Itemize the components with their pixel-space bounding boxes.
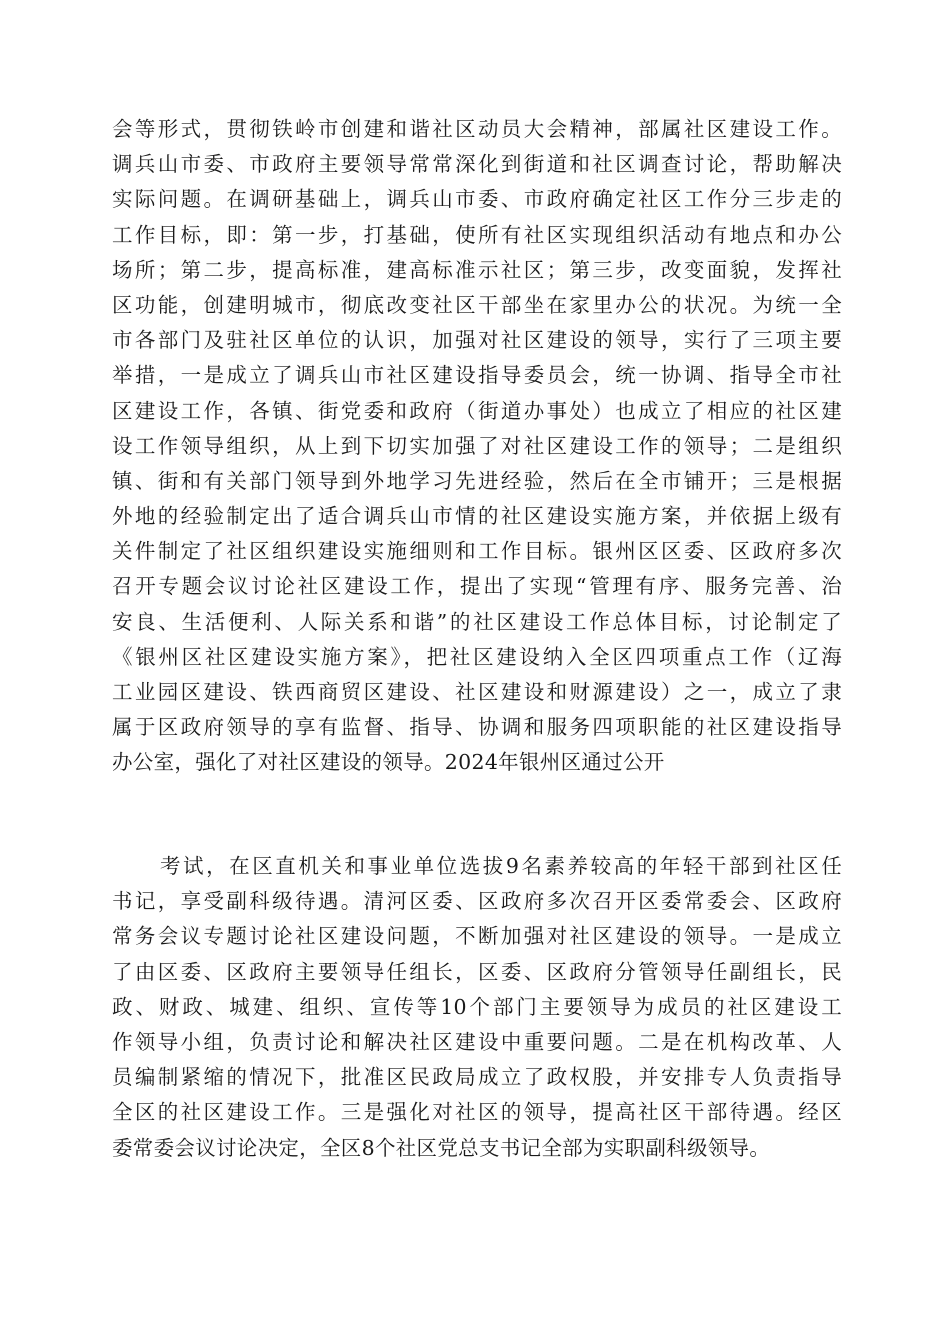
text-line: 召开专题会议讨论社区建设工作，提出了实现“管理有序、服务完善、治 <box>112 574 842 599</box>
text-line: 政、财政、城建、组织、宣传等10个部门主要领导为成员的社区建设工 <box>112 994 842 1019</box>
text-line: 区功能，创建明城市，彻底改变社区干部坐在家里办公的状况。为统一全 <box>112 292 842 317</box>
text-line: 了由区委、区政府主要领导任组长，区委、区政府分管领导任副组长，民 <box>112 959 842 984</box>
text-line: 市各部门及驻社区单位的认识，加强对社区建设的领导，实行了三项主要 <box>112 328 842 353</box>
paragraph-1 <box>112 112 842 781</box>
text-line: 常务会议专题讨论社区建设问题，不断加强对社区建设的领导。一是成立 <box>112 924 842 949</box>
text-line: 办公室，强化了对社区建设的领导。2024年银州区通过公开 <box>112 750 665 775</box>
text-line: 员编制紧缩的情况下，批准区民政局成立了政权股，并安排专人负责指导 <box>112 1065 842 1090</box>
text-line: 属于区政府领导的享有监督、指导、协调和服务四项职能的社区建设指导 <box>112 715 842 740</box>
text-line: 会等形式，贯彻铁岭市创建和谐社区动员大会精神，部属社区建设工作。 <box>112 117 842 141</box>
text-line: 作领导小组，负责讨论和解决社区建设中重要问题。二是在机构改革、人 <box>112 1029 842 1054</box>
text-line: 安良、生活便利、人际关系和谐”的社区建设工作总体目标，讨论制定了 <box>112 609 842 634</box>
text-line: 全区的社区建设工作。三是强化对社区的领导，提高社区干部待遇。经区 <box>112 1100 842 1125</box>
text-line: 调兵山市委、市政府主要领导常常深化到街道和社区调查讨论，帮助解决 <box>112 152 842 177</box>
text-line: 委常委会议讨论决定，全区8个社区党总支书记全部为实职副科级领导。 <box>112 1135 771 1160</box>
text-line: 外地的经验制定出了适合调兵山市情的社区建设实施方案，并依据上级有 <box>112 504 842 529</box>
paragraph-2 <box>112 849 842 1166</box>
text-line: 举措，一是成立了调兵山市社区建设指导委员会，统一协调、指导全市社 <box>112 363 842 388</box>
text-line: 镇、街和有关部门领导到外地学习先进经验，然后在全市铺开；三是根据 <box>112 468 842 493</box>
text-line: 工作目标，即：第一步，打基础，使所有社区实现组织活动有地点和办公 <box>112 222 842 247</box>
text-line: 关件制定了社区组织建设实施细则和工作目标。银州区区委、区政府多次 <box>112 539 842 564</box>
text-line: 工业园区建设、铁西商贸区建设、社区建设和财源建设）之一，成立了隶 <box>112 680 842 704</box>
text-line: 设工作领导组织，从上到下切实加强了对社区建设工作的领导；二是组织 <box>112 433 842 458</box>
text-line: 区建设工作，各镇、街党委和政府（街道办事处）也成立了相应的社区建 <box>112 398 842 423</box>
text-line: 书记，享受副科级待遇。清河区委、区政府多次召开区委常委会、区政府 <box>112 889 842 914</box>
text-line: 《银州区社区建设实施方案》，把社区建设纳入全区四项重点工作（辽海 <box>112 644 842 669</box>
text-line: 考试，在区直机关和事业单位选拔9名素养较高的年轻干部到社区任 <box>160 854 842 878</box>
text-line: 场所；第二步，提高标准，建高标准示社区；第三步，改变面貌，发挥社 <box>112 257 842 282</box>
text-line: 实际问题。在调研基础上，调兵山市委、市政府确定社区工作分三步走的 <box>112 187 842 212</box>
